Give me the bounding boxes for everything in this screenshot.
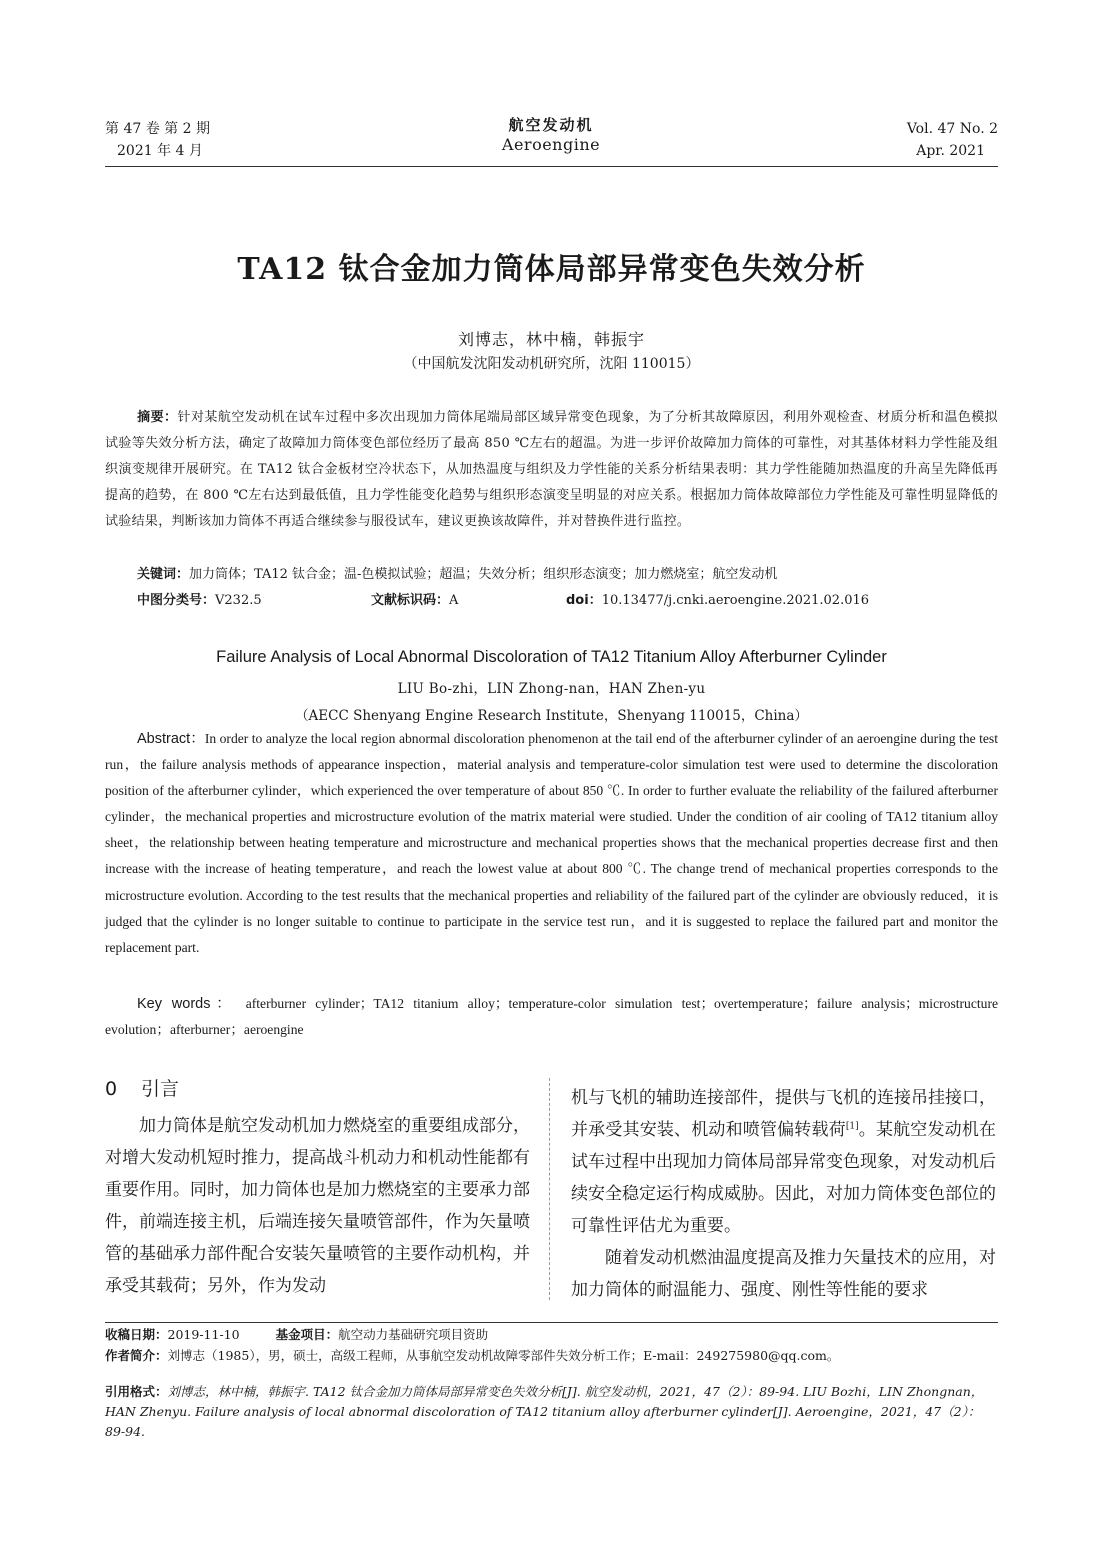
header-rule — [105, 166, 998, 167]
body-left-column — [105, 1110, 530, 1302]
affiliation: （中国航发沈阳发动机研究所，沈阳 110015） — [403, 356, 700, 372]
body-paragraph: 加力筒体是航空发动机加力燃烧室的重要组成部分，对增大发动机短时推力，提高战斗机动力和机动性能都有重要作用。同时，加力筒体也是加力燃烧室的主要承力部件，前端连接主机，后端连接矢量喷管部件，作为矢量喷管的基础承力部件配合安装矢量喷管的主要作动机构，并承受其载荷；另外，作为发动 — [105, 1116, 530, 1296]
section-number: 0 — [105, 1078, 118, 1100]
footnote-dates — [105, 1325, 998, 1345]
body-text-b: 。某航空发动机在试车过程中出现加力筒体局部异常变色现象，对发动机后续安全稳定运行构成威胁。因此，对加力筒体变色部位的可靠性评估尤为重要。 — [571, 1120, 997, 1236]
abstract-en-text: In order to analyze the local region abnormal discoloration phenomenon at the tail end of the afterburner cylinder of an aeroengine during the test run，the failure analysis methods of appearance inspection，material analysis and temperature-color simulation test were used to determine the discoloration position of the afterburner cylinder，which experienced the over temperature of about 850 ℃. In order to further evaluate the reliability of the failured afterburner cylinder，the mechanical properties and microstructure evolution of the matrix material were studied. Under the condition of air cooling of TA12 titanium alloy sheet，the relationship between heating temperature and microstructure and mechanical properties shows that the mechanical properties decrease first and then increase with the increase of heating temperature，and reach the lowest value at about 800 ℃. The change trend of mechanical properties corresponds to the microstructure evolution. According to the test results that the mechanical properties and reliability of the failured part of the cylinder are obviously reduced，it is judged that the cylinder is no longer suitable to continue to participate in the service test run，and it is suggested to replace the failured part and monitor the replacement part. — [105, 731, 998, 955]
english-authors: LIU Bo-zhi，LIN Zhong-nan，HAN Zhen-yu — [397, 681, 706, 697]
body-paragraph-continued — [571, 1082, 996, 1242]
keywords-en-text: afterburner cylinder；TA12 titanium alloy；temperature-color simulation test；overtemperature；failure analysis；microstructure evolution；afterburner；aeroengine — [105, 996, 998, 1038]
keywords-en — [105, 991, 998, 1043]
journal-name — [451, 114, 651, 154]
abstract-cn — [105, 405, 998, 535]
authors: 刘博志，林中楠，韩振宇 — [457, 330, 645, 349]
keywords-en-label: Key words： — [137, 996, 237, 1012]
abstract-cn-label: 摘要： — [137, 410, 178, 425]
keywords-cn — [137, 562, 777, 588]
citation-label: 引用格式： — [105, 1384, 168, 1399]
abstract-en — [105, 726, 998, 961]
issue-date: 2021 年 4 月 — [117, 143, 203, 159]
doc-code-value: A — [449, 593, 459, 608]
english-title: Failure Analysis of Local Abnormal Discoloration of TA12 Titanium Alloy Afterburner Cylinder — [216, 648, 887, 666]
fund-label: 基金项目： — [275, 1327, 339, 1342]
keywords-cn-label: 关键词： — [137, 567, 190, 582]
body-paragraph: 随着发动机燃油温度提高及推力矢量技术的应用，对加力筒体的耐温能力、强度、刚性等性能的要求 — [571, 1248, 996, 1300]
fund-text: 航空动力基础研究项目资助 — [338, 1327, 489, 1342]
body-right-column — [571, 1082, 996, 1306]
issue-date-en: Apr. 2021 — [916, 143, 985, 159]
journal-issue-en — [850, 118, 998, 162]
abstract-en-label: Abstract： — [137, 731, 205, 747]
citation-text: 刘博志，林中楠，韩振宇. TA12 钛合金加力筒体局部异常变色失效分析[J]. 航空发动机，2021，47（2）：89-94. LIU Bozhi，LIN Zhongnan，HAN Zhenyu. Failure analysis of local abnormal discoloration of TA12 titanium alloy afterburner cylinder[J]. Aeroengine，2021，47（2）：89-94. — [105, 1384, 984, 1439]
bio-text: 刘博志（1985），男，硕士，高级工程师，从事航空发动机故障零部件失效分析工作；E-mail：249275980@qq.com。 — [167, 1348, 840, 1363]
footnote-bio — [105, 1346, 998, 1366]
body-text-a: 机与飞机的辅助连接部件，提供与飞机的连接吊挂接口，并承受其安装、机动和喷管偏转载荷 — [571, 1088, 996, 1140]
section-title: 引言 — [141, 1078, 180, 1100]
doi-value: 10.13477/j.cnki.aeroengine.2021.02.016 — [601, 593, 870, 608]
column-divider — [549, 1078, 550, 1300]
journal-name-en: Aeroengine — [501, 135, 601, 154]
doi-label: doi： — [566, 593, 602, 608]
received-label: 收稿日期： — [105, 1327, 168, 1342]
volume-issue: 第 47 卷 第 2 期 — [105, 121, 210, 137]
abstract-cn-text: 针对某航空发动机在试车过程中多次出现加力筒体尾端局部区域异常变色现象，为了分析其故障原因，利用外观检查、材质分析和温色模拟试验等失效分析方法，确定了故障加力筒体变色部位经历了最高 850 ℃左右的超温。为进一步评价故障加力筒体的可靠性，对其基体材料力学性能及组织演变规律开展研究。在 TA12 钛合金板材空冷状态下，从加热温度与组织及力学性能的关系分析结果表明：其力学性能随加热温度的升高呈先降低再提高的趋势，在 800 ℃左右达到最低值，且力学性能变化趋势与组织形态演变呈明显的对应关系。根据加力筒体故障部位力学性能及可靠性明显降低的试验结果，判断该加力筒体不再适合继续参与服役试车，建议更换该故障件，并对替换件进行监控。 — [105, 410, 998, 529]
received-date: 2019-11-10 — [167, 1327, 240, 1342]
paper-title: TA12 钛合金加力筒体局部异常变色失效分析 — [237, 252, 866, 287]
footnote-rule — [105, 1322, 998, 1323]
clc-label: 中图分类号： — [137, 593, 216, 608]
journal-issue — [105, 118, 210, 162]
doc-code-label: 文献标识码： — [371, 593, 450, 608]
reference-marker[interactable]: [1] — [845, 1121, 859, 1132]
bio-label: 作者简介： — [105, 1348, 168, 1363]
english-affiliation: （AECC Shenyang Engine Research Institute，Shenyang 110015，China） — [295, 708, 808, 724]
citation — [105, 1382, 998, 1442]
section-heading — [105, 1074, 179, 1101]
volume-issue-en: Vol. 47 No. 2 — [906, 121, 998, 137]
classification-row — [137, 588, 998, 614]
clc-value: V232.5 — [215, 593, 262, 608]
keywords-cn-text: 加力筒体；TA12 钛合金；温-色模拟试验；超温；失效分析；组织形态演变；加力燃烧室；航空发动机 — [189, 567, 778, 582]
journal-name-cn: 航空发动机 — [508, 116, 594, 134]
